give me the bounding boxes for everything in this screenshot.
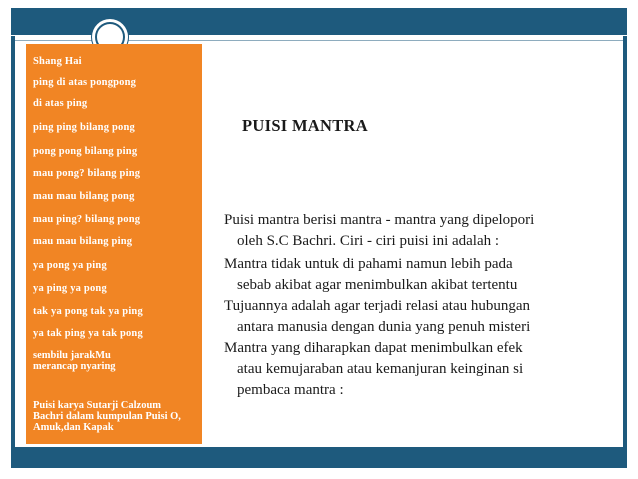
paragraph-line: Mantra yang diharapkan dapat menimbulkan efek xyxy=(224,340,523,356)
paragraph-line: sebab akibat agar menimbulkan akibat tertentu xyxy=(237,277,518,293)
paragraph-line: Mantra tidak untuk di pahami namun lebih pada xyxy=(224,256,513,272)
poem-line: ya tak ping ya tak pong xyxy=(33,328,143,339)
poem-line: Shang Hai xyxy=(33,56,82,67)
poem-line: mau ping? bilang pong xyxy=(33,214,141,225)
paragraph-1 xyxy=(224,210,619,252)
poem-line: tak ya pong tak ya ping xyxy=(33,306,143,317)
paragraph-3 xyxy=(224,296,619,338)
poem-line: ya pong ya ping xyxy=(33,260,107,271)
frame-left-border xyxy=(11,36,15,468)
poem-line: mau mau bilang pong xyxy=(33,191,135,202)
poem-credit: Puisi karya Sutarji Calzoum Bachri dalam kumpulan Puisi O, Amuk,dan Kapak xyxy=(33,400,181,433)
paragraph-line: atau kemujaraban atau kemanjuran keinginan si xyxy=(237,361,524,377)
footer-band xyxy=(11,447,627,468)
poem-line: ping ping bilang pong xyxy=(33,122,135,133)
paragraph-2 xyxy=(224,254,619,296)
frame-right-border xyxy=(623,36,627,468)
slide-title: PUISI MANTRA xyxy=(242,116,368,135)
paragraph-line: Puisi mantra berisi mantra - mantra yang dipelopori xyxy=(224,212,535,228)
poem-line: mau pong? bilang ping xyxy=(33,168,141,179)
poem-line: ping di atas pongpong xyxy=(33,77,137,88)
paragraph-line: pembaca mantra : xyxy=(237,382,344,398)
poem-line: sembilu jarakMu merancap nyaring xyxy=(33,350,116,372)
poem-line: mau mau bilang ping xyxy=(33,236,133,247)
paragraph-line: antara manusia dengan dunia yang penuh misteri xyxy=(237,319,531,335)
paragraph-4 xyxy=(224,338,619,401)
paragraph-line: Tujuannya adalah agar terjadi relasi atau hubungan xyxy=(224,298,531,314)
paragraph-line: oleh S.C Bachri. Ciri - ciri puisi ini adalah : xyxy=(237,233,500,249)
poem-line: pong pong bilang ping xyxy=(33,146,138,157)
poem-line: di atas ping xyxy=(33,98,88,109)
poem-line: ya ping ya pong xyxy=(33,283,107,294)
